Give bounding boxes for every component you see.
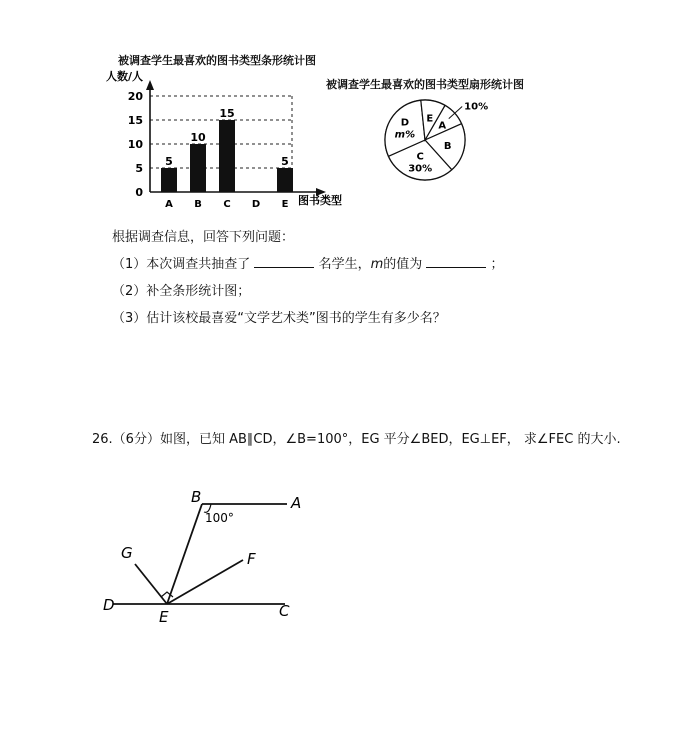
question-3: （3）估计该校最喜爱“文学艺术类”图书的学生有多少名？ bbox=[112, 311, 446, 326]
pie-slice-label: C bbox=[416, 151, 424, 163]
bar-chart-y-ticks bbox=[128, 90, 144, 199]
point-A-label: A bbox=[291, 494, 302, 512]
pie-slice-label: D bbox=[400, 117, 410, 129]
y-tick-label: 20 bbox=[127, 90, 143, 103]
bar-value-label: 15 bbox=[219, 107, 235, 120]
y-tick-label: 15 bbox=[127, 114, 143, 127]
question-1 bbox=[112, 253, 504, 272]
pie-slice-percent: 30% bbox=[408, 163, 433, 175]
x-tick-label: D bbox=[251, 199, 261, 210]
ray-EG bbox=[135, 564, 167, 604]
bar-value-label: 5 bbox=[165, 155, 173, 168]
question-1-m: m bbox=[370, 257, 384, 272]
bar-chart-title: 被调查学生最喜欢的图书类型条形统计图 bbox=[118, 54, 316, 67]
problem-26-text: 26.（6分）如图，已知 AB∥CD，∠B=100°，EG 平分∠BED，EG⊥EF， 求∠FEC 的大小. bbox=[92, 432, 621, 447]
pie-slice-percent: m% bbox=[394, 129, 416, 141]
pie-slice-label: E bbox=[426, 113, 434, 125]
bar bbox=[277, 168, 293, 192]
x-tick-label: B bbox=[194, 199, 202, 210]
bar-chart-x-ticks bbox=[165, 199, 288, 210]
answer-blank-1 bbox=[254, 255, 314, 268]
y-tick-label: 10 bbox=[127, 138, 143, 151]
point-F-label: F bbox=[247, 550, 256, 568]
point-B-label: B bbox=[191, 488, 202, 506]
ray-EF bbox=[167, 560, 243, 604]
bar-chart bbox=[100, 68, 360, 218]
y-tick-label: 5 bbox=[135, 162, 143, 175]
x-tick-label: A bbox=[165, 199, 173, 210]
bar bbox=[190, 144, 206, 192]
point-C-label: C bbox=[279, 602, 290, 620]
point-G-label: G bbox=[121, 544, 133, 562]
pie-chart-slices bbox=[385, 100, 488, 180]
y-tick-label: 0 bbox=[135, 186, 143, 199]
pie-slice-label: A bbox=[438, 120, 447, 132]
x-tick-label: C bbox=[223, 199, 231, 210]
bar-value-label: 10 bbox=[190, 131, 206, 144]
y-axis-arrow bbox=[146, 80, 154, 90]
pie-chart-title: 被调查学生最喜欢的图书类型扇形统计图 bbox=[326, 78, 524, 91]
question-2: （2）补全条形统计图； bbox=[112, 284, 251, 299]
bar-chart-ylabel: 人数/人 bbox=[106, 70, 144, 83]
bar bbox=[219, 120, 235, 192]
question-1-part-c: 的值为 bbox=[383, 257, 423, 272]
bar-chart-xlabel: 图书类型 bbox=[298, 194, 342, 207]
x-tick-label: E bbox=[281, 199, 289, 210]
question-1-part-d: ； bbox=[490, 257, 504, 272]
questions-intro: 根据调查信息，回答下列问题： bbox=[112, 230, 295, 245]
angle-B-label: 100° bbox=[205, 511, 234, 525]
geometry-figure bbox=[95, 480, 315, 630]
bar bbox=[161, 168, 177, 192]
answer-blank-2 bbox=[426, 255, 486, 268]
pie-slice-percent: 10% bbox=[464, 101, 489, 113]
question-1-part-b: 名学生， bbox=[318, 257, 371, 272]
point-D-label: D bbox=[103, 596, 115, 614]
bar-value-label: 5 bbox=[281, 155, 289, 168]
line-BE bbox=[167, 504, 202, 604]
question-1-part-a: （1）本次调查共抽查了 bbox=[112, 257, 251, 272]
pie-slice-label: B bbox=[443, 140, 452, 152]
pie-chart bbox=[370, 92, 500, 188]
point-E-label: E bbox=[159, 608, 169, 626]
